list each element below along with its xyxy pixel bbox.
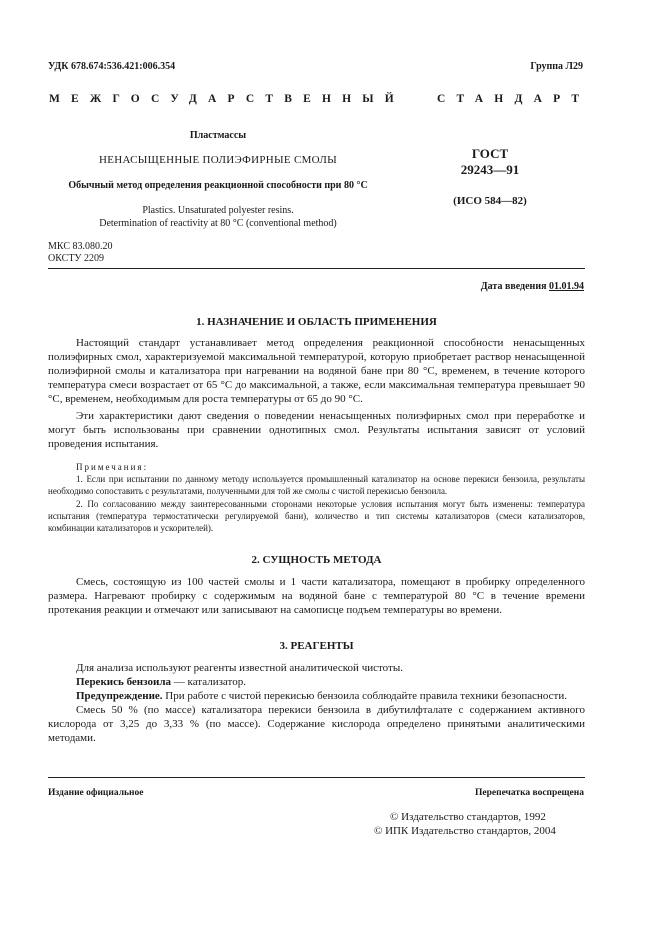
note-2: 2. По согласованию между заинтересованными сторонами некоторые условия испытания могут быть изменены: температура испытания (температура термостатически регулируемой бани), количество и тип системы катализаторов (смеси катализаторов, комбинации катализаторов и ускорителей). <box>48 499 585 533</box>
notes <box>48 461 585 534</box>
intro-date-label: Дата введения <box>480 281 547 292</box>
paragraph <box>48 675 585 689</box>
section-1-title: 1. НАЗНАЧЕНИЕ И ОБЛАСТЬ ПРИМЕНЕНИЯ <box>196 316 437 328</box>
footer-divider <box>48 777 585 778</box>
notes-label: Примечания: <box>76 462 149 472</box>
okstu-code: ОКСТУ 2209 <box>48 253 105 264</box>
intro-date-value: 01.01.94 <box>549 281 584 292</box>
section-2-body <box>48 575 585 617</box>
divider <box>48 268 585 269</box>
paragraph: Смесь, состоящую из 100 частей смолы и 1 части катализатора, помещают в пробирку определенного размера. Нагревают пробирку с содержимым на водяной бане с температурой 80 °С в течение времени протекания реакции и отмечают или записывают на самописце подъем температуры во времени. <box>48 576 585 616</box>
term-benzoyl-peroxide: Перекись бензоила <box>76 676 172 688</box>
warning-text: При работе с чистой перекисью бензоила соблюдайте правила техники безопасности. <box>162 690 567 702</box>
udk-code: УДК 678.674:536.421:006.354 <box>48 61 176 72</box>
gost-number: 29243—91 <box>460 162 520 177</box>
paragraph: Эти характеристики дают сведения о поведении ненасыщенных полиэфирных смол при переработке и могут быть использованы при сравнении однотипных смол. Результаты испытания зависят от условий проведения испытания. <box>48 410 585 450</box>
gost-label: ГОСТ <box>471 146 509 161</box>
copyright-1: © Издательство стандартов, 1992 <box>390 811 546 823</box>
english-title-1: Plastics. Unsaturated polyester resins. <box>142 205 294 216</box>
reprint-notice: Перепечатка воспрещена <box>474 788 584 798</box>
banner-interstate: МЕЖГОСУДАРСТВЕННЫЙ <box>49 93 405 105</box>
section-3-title: 3. РЕАГЕНТЫ <box>279 640 354 652</box>
paragraph: Смесь 50 % (по массе) катализатора перекиси бензоила в дибутилфталате с содержанием активного кислорода от 3,25 до 3,33 % (по массе). Содержание кислорода определено принятыми аналитическими методами. <box>48 704 585 744</box>
group-code: Группа Л29 <box>530 61 583 72</box>
copyright <box>374 810 584 838</box>
standard-subtitle: Обычный метод определения реакционной способности при 80 °С <box>68 180 368 191</box>
section-3-body <box>48 661 585 745</box>
banner-standard: СТАНДАРТ <box>437 93 591 105</box>
term-definition: — катализатор. <box>171 676 246 688</box>
category-label: Пластмассы <box>189 130 247 141</box>
standard-title: НЕНАСЫЩЕННЫЕ ПОЛИЭФИРНЫЕ СМОЛЫ <box>98 154 338 166</box>
copyright-2: © ИПК Издательство стандартов, 2004 <box>374 825 556 837</box>
mks-code: МКС 83.080.20 <box>48 241 113 252</box>
paragraph <box>48 689 585 703</box>
official-edition: Издание официальное <box>48 788 144 798</box>
iso-reference: (ИСО 584—82) <box>453 195 527 207</box>
intro-date <box>481 281 584 292</box>
note-1: 1. Если при испытании по данному методу используется промышленный катализатор на основе перекиси бензоила, результаты необходимо сопоставить с результатами, полученными для той же смолы с чистой перекисью бензоила. <box>48 474 585 496</box>
paragraph: Настоящий стандарт устанавливает метод определения реакционной способности ненасыщенных полиэфирных смол, характеризуемой максимальной температурой, которую приобретает раствор ненасыщенной полиэфирной смолы и катализатора при нагревании на водяной бане при 80 °С, временем, в течение которого температура смеси возрастает от 65 °С до максимальной, а также, если максимальная температура превышает 90 °С, временем, необходимым для роста температуры от 65 до 90 °С. <box>48 337 585 405</box>
section-1-body <box>48 336 585 451</box>
section-2-title: 2. СУЩНОСТЬ МЕТОДА <box>251 554 382 566</box>
paragraph: Для анализа используют реагенты известной аналитической чистоты. <box>76 662 403 674</box>
english-title-2: Determination of reactivity at 80 °C (conventional method) <box>99 218 337 229</box>
warning-label: Предупреждение. <box>76 690 163 702</box>
